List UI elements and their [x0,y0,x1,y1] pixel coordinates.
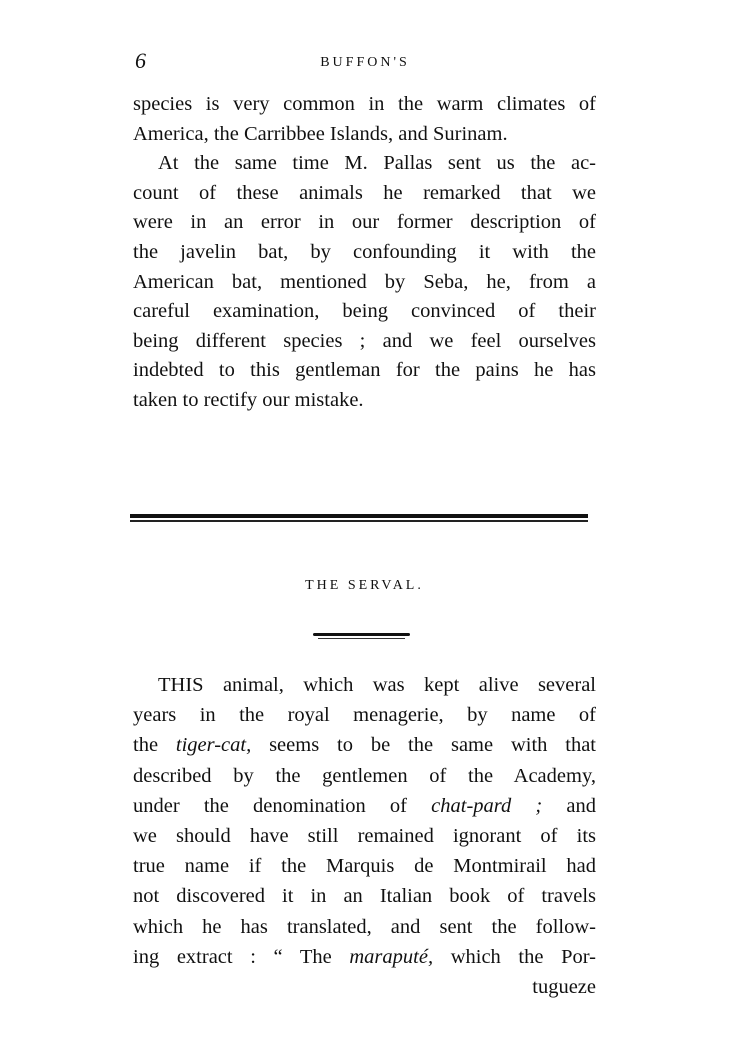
text-line: described by the gentlemen of the Academy, [133,764,596,787]
text-line: THIS animal, which was kept alive several [158,674,596,696]
paragraph-pallas [133,149,596,415]
running-head [135,48,595,78]
text-run: which the Por- [433,945,596,968]
text-run: seems to be the same with that [251,734,596,757]
running-title: BUFFON'S [320,55,410,70]
page-number: 6 [135,48,146,73]
paragraph-continued [133,90,596,149]
text-line: careful examination, being convinced of their [133,300,596,323]
text-run: under the denomination of [133,794,432,817]
text-line: we should have still remained ignorant of its [133,824,596,847]
section-divider-thick [130,514,588,518]
text-line: which he has translated, and sent the follow- [133,915,596,938]
text-line: were in an error in our former description of [133,211,596,234]
text-line [133,791,596,821]
text-line: the javelin bat, by confounding it with the [133,240,596,263]
section-title: THE SERVAL. [305,578,424,593]
text-run: the [133,734,176,757]
catchword: tugueze [532,975,596,998]
italic-term: chat-pard ; [431,794,543,817]
text-line: indebted to this gentleman for the pains he has [133,359,596,382]
text-line: count of these animals he remarked that we [133,181,596,204]
section-divider-thin [130,520,588,522]
italic-term: maraputé, [349,945,434,968]
title-ornament-rule [313,633,410,636]
text-line: species is very common in the warm climates of [133,93,596,115]
text-line: years in the royal menagerie, by name of [133,704,596,727]
text-line: American bat, mentioned by Seba, he, from a [133,270,596,293]
text-line: not discovered it in an Italian book of travels [133,885,596,908]
text-line: At the same time M. Pallas sent us the ac- [158,152,596,175]
text-block-serval [133,670,596,1002]
text-line: being different species ; and we feel ourselves [133,329,596,352]
text-run: ing extract : “ The [133,945,350,968]
text-line [133,942,596,972]
title-ornament-rule-thin [318,638,405,639]
text-run: and [542,794,596,817]
text-block-top [133,90,596,416]
text-line [133,730,596,760]
text-line: true name if the Marquis de Montmirail had [133,855,596,878]
text-line: America, the Carribbee Islands, and Surinam. [133,122,508,145]
italic-term: tiger-cat, [175,734,252,757]
text-line: taken to rectify our mistake. [133,388,364,411]
